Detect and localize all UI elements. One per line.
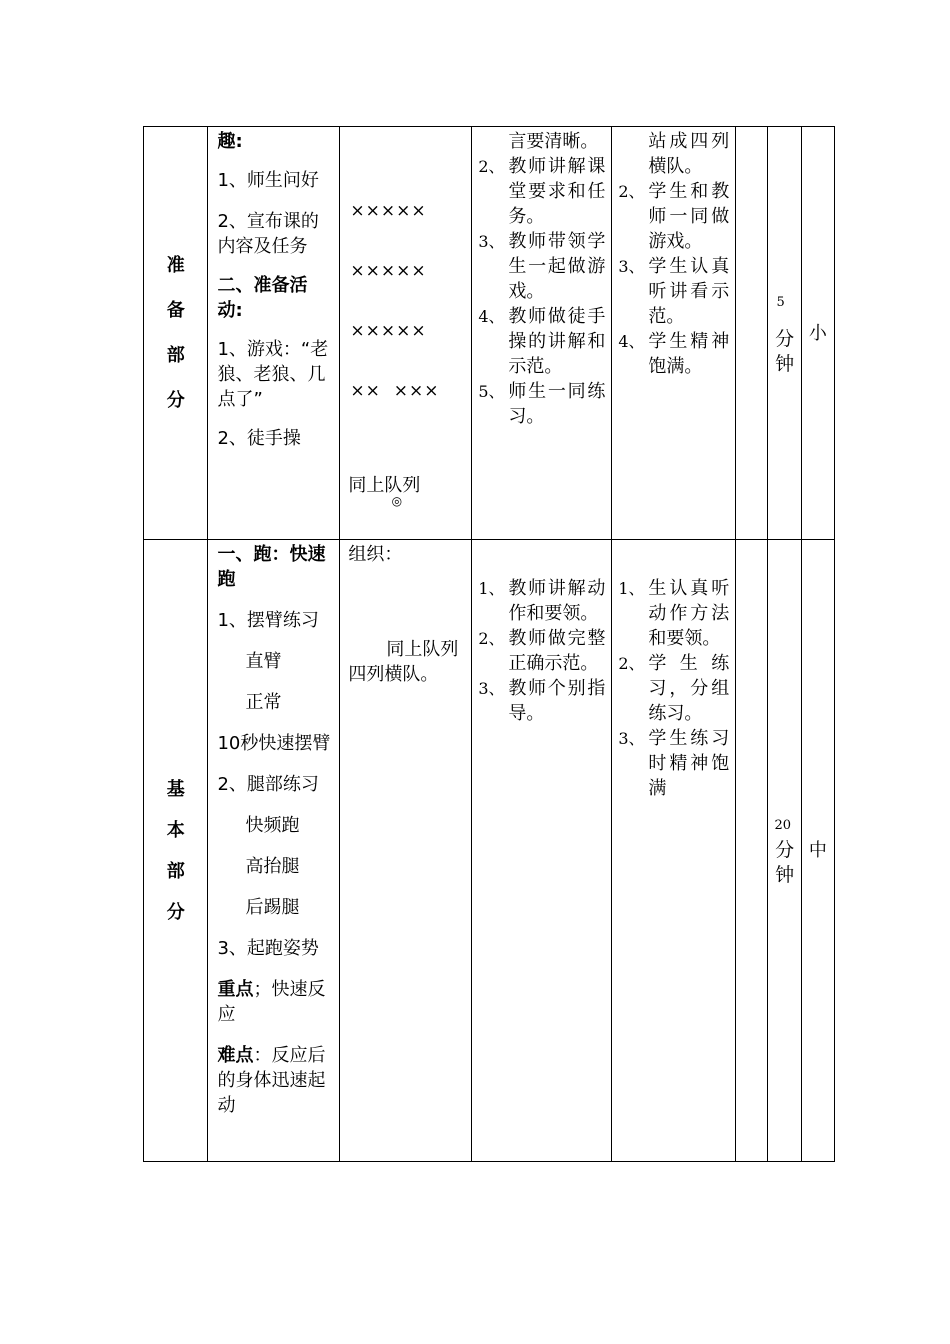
section-char: 基 xyxy=(166,778,185,800)
list-item xyxy=(478,154,605,229)
formation-row: ××××× xyxy=(350,201,427,221)
table-row-preparation xyxy=(144,127,835,540)
list-item xyxy=(478,379,605,429)
list-text: 言要清晰。 xyxy=(508,131,599,152)
content-item: 3、起跑姿势 xyxy=(217,938,319,959)
table-row-basic xyxy=(144,540,835,1162)
list-text: 师生一同练习。 xyxy=(508,381,606,427)
difficult-point-label: 难点 xyxy=(217,1045,254,1066)
list-number: 4、 xyxy=(618,332,645,351)
time-unit: 分钟 xyxy=(775,839,795,886)
list-number: 3、 xyxy=(618,729,645,748)
blank-cell xyxy=(736,540,768,1162)
list-text: 教师做徒手操的讲解和示范。 xyxy=(508,306,606,377)
formation-cell-preparation xyxy=(340,127,472,540)
student-activity-cell-basic xyxy=(612,540,736,1162)
time-number: 5 xyxy=(776,294,785,310)
teacher-activity-cell-preparation xyxy=(472,127,612,540)
list-item xyxy=(478,229,605,304)
section-char: 准 xyxy=(166,255,185,276)
list-item xyxy=(618,254,729,329)
list-text: 教师个别指导。 xyxy=(508,678,606,724)
teacher-position-icon: ◎ xyxy=(391,494,403,508)
list-text: 教师讲解动作和要领。 xyxy=(508,578,606,624)
list-number: 3、 xyxy=(478,232,505,251)
content-item: 高抬腿 xyxy=(245,856,300,877)
list-text: 学生和教师一同做游戏。 xyxy=(648,181,730,252)
formation-row: ××××× xyxy=(350,261,427,281)
content-item: 2、徒手操 xyxy=(217,428,301,449)
content-item: 2、宣布课的内容及任务 xyxy=(217,211,319,257)
content-item: 1、摆臂练习 xyxy=(217,610,319,631)
blank-cell xyxy=(736,127,768,540)
content-cell-basic xyxy=(208,540,340,1162)
list-text: 教师讲解课堂要求和任务。 xyxy=(508,156,606,227)
list-item xyxy=(618,651,729,726)
content-item: 直臂 xyxy=(245,651,282,672)
content-item: 后踢腿 xyxy=(245,897,300,918)
content-cell-preparation xyxy=(208,127,340,540)
list-number: 5、 xyxy=(478,382,505,401)
list-number: 2、 xyxy=(618,182,645,201)
key-point-label: 重点 xyxy=(217,979,254,1000)
time-cell-preparation xyxy=(768,127,801,540)
organization-text: 同上队列四列横队。 xyxy=(348,639,459,685)
list-text: 教师带领学生一起做游戏。 xyxy=(508,231,606,302)
list-item xyxy=(618,179,729,254)
time-cell-basic xyxy=(768,540,801,1162)
list-item xyxy=(618,129,729,179)
list-item xyxy=(478,576,605,626)
list-text: 学生精神饱满。 xyxy=(648,331,730,377)
formation-note: 同上队列 xyxy=(348,475,421,496)
list-item xyxy=(478,676,605,726)
formation-row: ×× ××× xyxy=(350,381,440,401)
lesson-plan-table xyxy=(143,126,835,1162)
list-item xyxy=(618,726,729,801)
list-text: 生认真听动作方法和要领。 xyxy=(648,578,730,649)
intensity-cell-basic: 中 xyxy=(801,540,834,1162)
list-item xyxy=(618,576,729,651)
key-point xyxy=(217,977,331,1027)
list-text: 学生练习时精神饱满 xyxy=(648,728,730,799)
difficult-point xyxy=(217,1043,331,1118)
list-item xyxy=(478,304,605,379)
list-number: 2、 xyxy=(478,157,505,176)
list-text: 站成四列横队。 xyxy=(648,131,730,177)
student-activity-cell-preparation xyxy=(612,127,736,540)
section-char: 备 xyxy=(166,300,185,321)
content-item: 1、师生问好 xyxy=(217,170,319,191)
organization-label: 组织： xyxy=(348,544,403,565)
section-label-basic xyxy=(144,540,208,1162)
content-heading: 一、跑：快速跑 xyxy=(217,544,326,590)
content-item: 2、腿部练习 xyxy=(217,774,319,795)
formation-diagram xyxy=(350,161,465,441)
formation-cell-basic xyxy=(340,540,472,1162)
list-text: 学生练习，分组练习。 xyxy=(648,653,730,724)
teacher-activity-cell-basic xyxy=(472,540,612,1162)
list-number: 2、 xyxy=(478,629,505,648)
list-item xyxy=(478,129,605,154)
section-char: 分 xyxy=(166,901,185,923)
section-char: 本 xyxy=(166,819,185,841)
list-item xyxy=(618,329,729,379)
content-item: 1、游戏：“老狼、老狼、几点了” xyxy=(217,339,329,410)
content-heading: 趣: xyxy=(217,131,243,152)
section-char: 分 xyxy=(166,390,185,411)
list-item xyxy=(478,626,605,676)
section-label-preparation xyxy=(144,127,208,540)
list-number: 3、 xyxy=(478,679,505,698)
content-heading: 二、准备活动: xyxy=(217,275,308,321)
list-number xyxy=(618,129,648,179)
difficult-point-text: ：反应后的身体迅速起动 xyxy=(217,1045,326,1116)
section-char: 部 xyxy=(166,860,185,882)
list-number: 3、 xyxy=(618,257,645,276)
time-number: 20 xyxy=(774,818,792,833)
content-item: 10秒快速摆臂 xyxy=(217,733,331,754)
list-text: 学生认真听讲看示范。 xyxy=(648,256,730,327)
time-unit: 分钟 xyxy=(775,327,795,375)
intensity-cell-preparation: 小 xyxy=(801,127,834,540)
content-item: 快频跑 xyxy=(245,815,300,836)
list-number: 4、 xyxy=(478,307,505,326)
list-text: 教师做完整正确示范。 xyxy=(508,628,606,674)
list-number xyxy=(478,129,508,154)
list-number: 1、 xyxy=(618,579,645,598)
key-point-text: ；快速反应 xyxy=(217,979,326,1025)
formation-row: ××××× xyxy=(350,321,427,341)
content-item: 正常 xyxy=(245,692,282,713)
section-char: 部 xyxy=(166,345,185,366)
list-number: 2、 xyxy=(618,654,645,673)
list-number: 1、 xyxy=(478,579,505,598)
